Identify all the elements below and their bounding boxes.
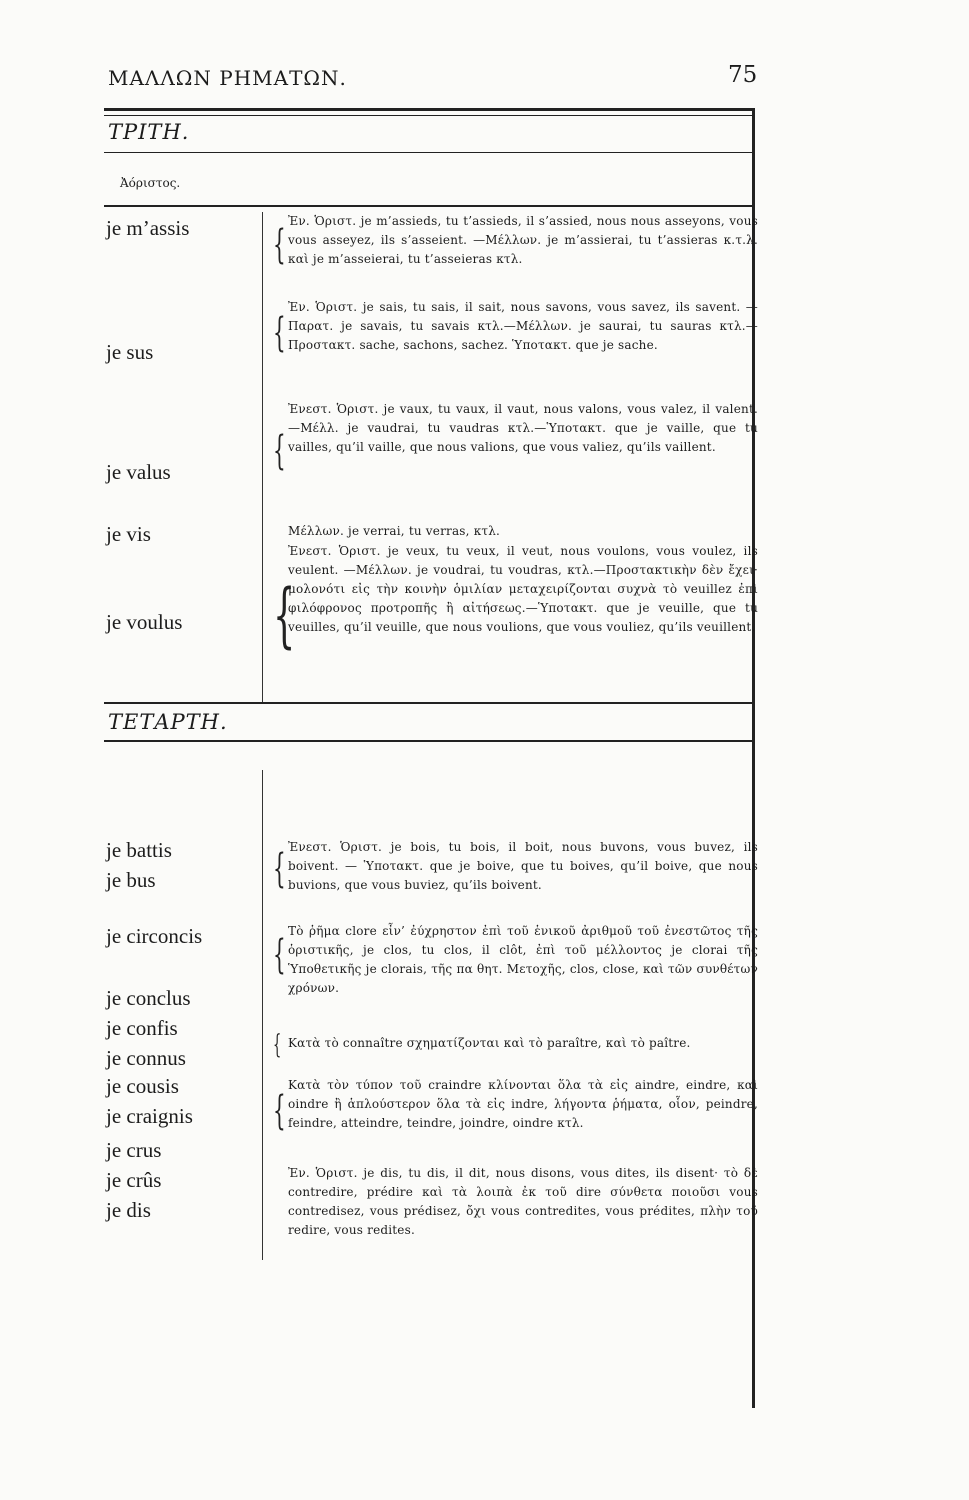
entry-dire: Ἐν. Ὁριστ. je dis, tu dis, il dit, nous disons, vous dites, ils disent· τὸ δὲ contredire, prédire καὶ τὰ λοιπὰ ἐκ τοῦ dire σύνθετα ποιοῦσι vous contredisez, vous prédisez, ὄχι vous contredites, vous prédites, πλὴν τοῦ redire, vous redites. [288, 1166, 758, 1237]
brace-6: { [273, 846, 286, 892]
top-rule-thick [104, 108, 752, 111]
entry-sus: Ἐν. Ὁριστ. je sais, tu sais, il sait, nous savons, vous savez, ils savent. —Παρατ. je savais, tu savais κτλ.—Μέλλων. je saurai, tu sauras κτλ.—Προστακτ. sache, sachons, sachez. Ὑποτακτ. que je sache. [288, 300, 758, 352]
verb-circoncis: je circoncis [106, 924, 203, 948]
verb-crus: je crus [106, 1138, 162, 1162]
entry-valus: Ἐνεστ. Ὁριστ. je vaux, tu vaux, il vaut, nous valons, vous valez, il valent. —Μέλλ. je vaudrai, tu vaudras κτλ.—Ὑποτακτ. que je vaille, que tu vailles, qu’il vaille, que nous valions, que vous valiez, qu’ils vaillent. [288, 402, 758, 454]
verb-vis: je vis [106, 522, 151, 546]
entry-voulus: Ἐνεστ. Ὁριστ. je veux, tu veux, il veut, nous voulons, vous voulez, ils veulent. —Μέλλων. je voudrai, tu voudras, κτλ.—Προστακτικὴν δὲν ἔχει· μολονότι εἰς τὴν κοινὴν ὁμιλίαν μεταχειρίζονται συχνὰ τὸ veuillez ἐπὶ φιλόφρονος προτροπῆς ἢ αἰτήσεως.—Ὑποτακτ. que je veuille, que tu veuilles, qu’il veuille, que nous voulions, que vous vouliez, qu’ils veuillent. [288, 544, 758, 634]
brace-8: { [273, 1030, 282, 1060]
section2-title-rule [104, 740, 752, 742]
top-rule-thin [104, 115, 752, 116]
brace-2: { [273, 310, 286, 356]
verb-valus: je valus [106, 460, 171, 484]
column-divider-2 [262, 770, 263, 1260]
brace-1: { [273, 222, 286, 268]
brace-5: { [273, 574, 296, 656]
head-rule [104, 205, 752, 207]
section-title-trite: ΤΡΙΤΗ. [108, 120, 190, 144]
page-number: 75 [728, 62, 758, 88]
column-divider-1 [262, 212, 263, 702]
verb-massis: je m’assis [106, 216, 190, 240]
running-title: ΜΑΛΛΩΝ ΡΗΜΑΤΩΝ. [108, 66, 347, 90]
entry-vis: Μέλλων. je verrai, tu verras, κτλ. [288, 524, 501, 538]
entry-massis: Ἐν. Ὁριστ. je m’assieds, tu t’assieds, il s’assied, nous nous asseyons, vous vous asseyez, ils s’asseient. —Μέλλων. je m’assierai, tu t’assieras κ.τ.λ. καὶ je m’asseierai, tu t’asseieras κτλ. [288, 214, 758, 266]
entry-bus: Ἐνεστ. Ὁριστ. je bois, tu bois, il boit, nous buvons, vous buvez, ils boivent. — Ὑποτακτ. que je boive, que tu boives, qu’il boive, que nous buvions, que vous buviez, qu’ils boivent. [288, 840, 758, 892]
verb-conclus: je conclus [106, 986, 191, 1010]
entry-clore: Τὸ ῥῆμα clore εἶν’ ἐύχρηστον ἐπὶ τοῦ ἑνικοῦ ἀριθμοῦ τοῦ ἐνεστῶτος τῆς ὁριστικῆς, je clos, tu clos, il clôt, ἐπὶ τοῦ μέλλοντος je clorai τῆς Ὑποθετικῆς je clorais, τῆς πα θητ. Μετοχῆς, clos, close, καὶ τῶν συνθέτων χρόνων. [288, 924, 758, 995]
verb-cousis: je cousis [106, 1074, 179, 1098]
section-title-tetarte: ΤΕΤΑΡΤΗ. [108, 710, 228, 734]
column-heading-aoristos: Ἀόριστος. [120, 176, 181, 190]
verb-sus: je sus [106, 340, 154, 364]
verb-battis: je battis [106, 838, 172, 862]
brace-7: { [273, 932, 286, 978]
verb-voulus: je voulus [106, 610, 183, 634]
entry-connaitre: Κατὰ τὸ connaître σχηματίζονται καὶ τὸ paraître, καὶ τὸ paître. [288, 1036, 691, 1050]
verb-craignis: je craignis [106, 1104, 193, 1128]
brace-3: { [273, 428, 286, 474]
verb-connus: je connus [106, 1046, 186, 1070]
verb-dis: je dis [106, 1198, 151, 1222]
brace-9: { [273, 1088, 286, 1134]
section2-top-rule [104, 702, 752, 704]
verb-confis: je confis [106, 1016, 178, 1040]
entry-craindre: Κατὰ τὸν τύπον τοῦ craindre κλίνονται ὅλα τὰ εἰς aindre, eindre, καὶ oindre ἢ ἁπλούστερον ὅλα τὰ εἰς indre, λήγοντα ῥήματα, οἷον, peindre, feindre, atteindre, teindre, joindre, oindre κτλ. [288, 1078, 758, 1130]
verb-bus: je bus [106, 868, 156, 892]
verb-crus-circ: je crûs [106, 1168, 162, 1192]
title-underline [104, 152, 752, 153]
